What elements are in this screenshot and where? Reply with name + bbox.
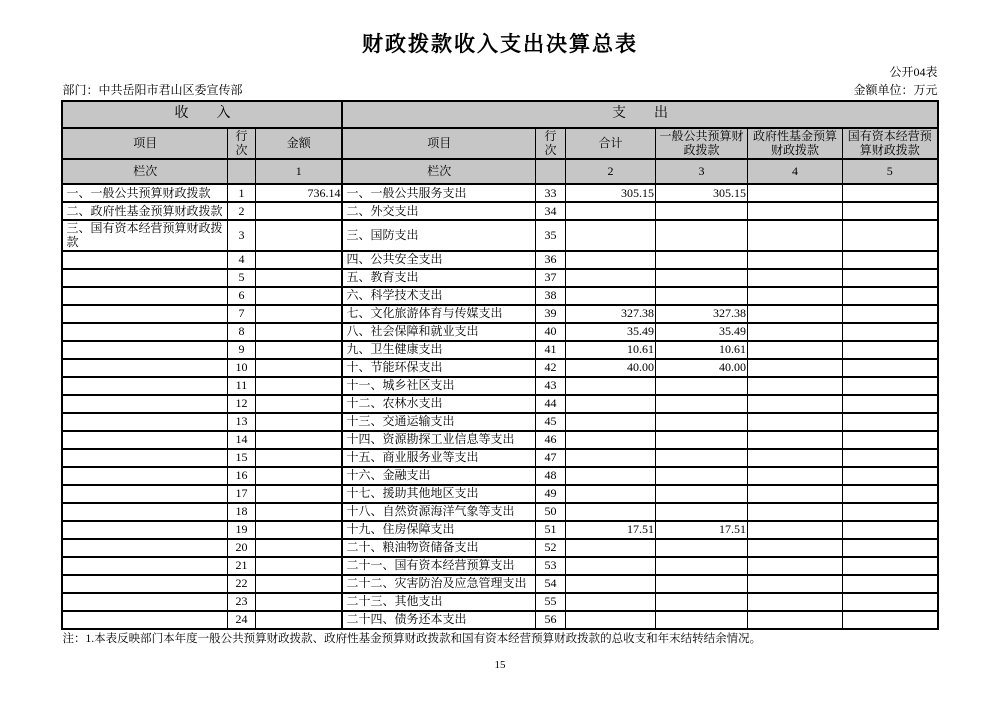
income-line-cell: 7 — [227, 305, 255, 323]
income-amount-cell — [255, 251, 342, 269]
exp-gov-fund-cell — [747, 377, 842, 395]
exp-general-budget-cell: 305.15 — [655, 184, 747, 202]
exp-general-budget-cell — [655, 485, 747, 503]
income-item-cell — [62, 287, 227, 305]
exp-state-capital-cell — [842, 575, 937, 593]
exp-state-capital-cell — [842, 305, 937, 323]
unit-label: 金额单位：万元 — [853, 83, 938, 97]
income-line-cell: 22 — [227, 575, 255, 593]
expenditure-section-header: 支 出 — [342, 101, 937, 128]
exp-state-capital-cell — [842, 431, 937, 449]
table-body — [62, 184, 937, 629]
exp-item-cell: 四、公共安全支出 — [342, 251, 535, 269]
table-row — [62, 611, 937, 629]
income-amount-cell — [255, 431, 342, 449]
table-row — [62, 251, 937, 269]
exp-line-cell: 45 — [535, 413, 565, 431]
exp-item-cell: 六、科学技术支出 — [342, 287, 535, 305]
income-amount-cell — [255, 341, 342, 359]
income-line-cell: 3 — [227, 220, 255, 251]
exp-general-budget-cell — [655, 220, 747, 251]
income-item-cell — [62, 395, 227, 413]
exp-state-capital-cell — [842, 413, 937, 431]
income-index-1: 1 — [255, 159, 342, 184]
income-amount-cell — [255, 503, 342, 521]
income-amount-cell — [255, 467, 342, 485]
exp-general-budget-cell — [655, 395, 747, 413]
exp-state-capital-header: 国有资本经营预算财政拨款 — [842, 128, 937, 159]
income-line-cell: 1 — [227, 184, 255, 202]
income-item-cell: 一、一般公共预算财政拨款 — [62, 184, 227, 202]
income-line-cell: 6 — [227, 287, 255, 305]
table-row — [62, 323, 937, 341]
income-amount-cell — [255, 611, 342, 629]
exp-state-capital-cell — [842, 449, 937, 467]
exp-state-capital-cell — [842, 202, 937, 220]
income-item-cell — [62, 359, 227, 377]
income-line-cell: 20 — [227, 539, 255, 557]
table-code-label: 公开04表 — [889, 65, 938, 79]
exp-total-cell — [565, 395, 655, 413]
income-item-cell — [62, 611, 227, 629]
exp-line-cell: 53 — [535, 557, 565, 575]
exp-state-capital-cell — [842, 557, 937, 575]
exp-general-budget-cell — [655, 557, 747, 575]
income-line-cell: 21 — [227, 557, 255, 575]
exp-item-cell: 二十二、灾害防治及应急管理支出 — [342, 575, 535, 593]
income-section-header: 收 入 — [62, 101, 342, 128]
income-line-cell: 15 — [227, 449, 255, 467]
exp-item-cell: 二十、粮油物资储备支出 — [342, 539, 535, 557]
exp-gov-fund-cell — [747, 467, 842, 485]
exp-line-cell: 44 — [535, 395, 565, 413]
income-item-cell — [62, 467, 227, 485]
exp-state-capital-cell — [842, 341, 937, 359]
exp-general-budget-cell — [655, 503, 747, 521]
income-index-label: 栏次 — [62, 159, 227, 184]
income-index-blank — [227, 159, 255, 184]
exp-general-budget-cell: 10.61 — [655, 341, 747, 359]
exp-gov-fund-cell — [747, 557, 842, 575]
income-line-cell: 19 — [227, 521, 255, 539]
fiscal-summary-table — [61, 100, 938, 630]
exp-general-budget-cell — [655, 431, 747, 449]
income-amount-cell: 736.14 — [255, 184, 342, 202]
table-row — [62, 395, 937, 413]
table-row — [62, 503, 937, 521]
exp-total-cell — [565, 377, 655, 395]
exp-line-cell: 35 — [535, 220, 565, 251]
exp-item-cell: 十三、交通运输支出 — [342, 413, 535, 431]
income-line-cell: 4 — [227, 251, 255, 269]
income-item-cell — [62, 575, 227, 593]
exp-total-cell — [565, 269, 655, 287]
income-item-cell — [62, 413, 227, 431]
income-line-cell: 14 — [227, 431, 255, 449]
exp-general-budget-cell — [655, 593, 747, 611]
income-line-cell: 10 — [227, 359, 255, 377]
exp-line-cell: 39 — [535, 305, 565, 323]
income-amount-cell — [255, 557, 342, 575]
exp-gov-fund-cell — [747, 251, 842, 269]
exp-item-cell: 九、卫生健康支出 — [342, 341, 535, 359]
exp-total-cell — [565, 251, 655, 269]
income-item-header: 项目 — [62, 128, 227, 159]
income-item-cell — [62, 521, 227, 539]
exp-line-cell: 38 — [535, 287, 565, 305]
exp-gov-fund-header: 政府性基金预算财政拨款 — [747, 128, 842, 159]
exp-index-label: 栏次 — [342, 159, 535, 184]
exp-gov-fund-cell — [747, 521, 842, 539]
exp-line-cell: 55 — [535, 593, 565, 611]
table-row — [62, 485, 937, 503]
exp-state-capital-cell — [842, 269, 937, 287]
exp-general-budget-cell — [655, 539, 747, 557]
exp-state-capital-cell — [842, 251, 937, 269]
department-label: 部门：中共岳阳市君山区委宣传部 — [62, 83, 243, 97]
exp-index-3: 3 — [655, 159, 747, 184]
exp-item-cell: 二十四、债务还本支出 — [342, 611, 535, 629]
exp-item-cell: 十、节能环保支出 — [342, 359, 535, 377]
exp-line-header: 行次 — [535, 128, 565, 159]
exp-state-capital-cell — [842, 287, 937, 305]
exp-item-cell: 十一、城乡社区支出 — [342, 377, 535, 395]
table-row — [62, 539, 937, 557]
income-amount-cell — [255, 287, 342, 305]
income-amount-cell — [255, 305, 342, 323]
exp-state-capital-cell — [842, 377, 937, 395]
income-line-cell: 24 — [227, 611, 255, 629]
exp-gov-fund-cell — [747, 449, 842, 467]
exp-line-cell: 49 — [535, 485, 565, 503]
exp-gov-fund-cell — [747, 395, 842, 413]
exp-gov-fund-cell — [747, 269, 842, 287]
exp-item-cell: 十七、援助其他地区支出 — [342, 485, 535, 503]
income-amount-cell — [255, 449, 342, 467]
exp-total-cell: 10.61 — [565, 341, 655, 359]
exp-gov-fund-cell — [747, 503, 842, 521]
exp-state-capital-cell — [842, 467, 937, 485]
table-row — [62, 305, 937, 323]
income-line-cell: 5 — [227, 269, 255, 287]
exp-general-budget-cell: 327.38 — [655, 305, 747, 323]
income-amount-cell — [255, 202, 342, 220]
income-amount-cell — [255, 593, 342, 611]
income-amount-cell — [255, 539, 342, 557]
exp-item-cell: 五、教育支出 — [342, 269, 535, 287]
income-line-cell: 16 — [227, 467, 255, 485]
exp-gov-fund-cell — [747, 287, 842, 305]
income-item-cell — [62, 251, 227, 269]
income-line-cell: 17 — [227, 485, 255, 503]
exp-item-cell: 十九、住房保障支出 — [342, 521, 535, 539]
income-item-cell — [62, 503, 227, 521]
income-amount-cell — [255, 575, 342, 593]
income-item-cell — [62, 539, 227, 557]
income-amount-cell — [255, 521, 342, 539]
exp-gov-fund-cell — [747, 305, 842, 323]
income-line-cell: 11 — [227, 377, 255, 395]
income-amount-header: 金额 — [255, 128, 342, 159]
exp-total-cell — [565, 593, 655, 611]
table-row — [62, 557, 937, 575]
income-amount-cell — [255, 485, 342, 503]
table-row — [62, 575, 937, 593]
exp-line-cell: 56 — [535, 611, 565, 629]
exp-item-cell: 八、社会保障和就业支出 — [342, 323, 535, 341]
exp-item-cell: 二、外交支出 — [342, 202, 535, 220]
exp-item-cell: 十四、资源勘探工业信息等支出 — [342, 431, 535, 449]
exp-line-cell: 54 — [535, 575, 565, 593]
exp-line-cell: 51 — [535, 521, 565, 539]
exp-gov-fund-cell — [747, 184, 842, 202]
exp-state-capital-cell — [842, 220, 937, 251]
income-item-cell — [62, 341, 227, 359]
exp-gov-fund-cell — [747, 431, 842, 449]
exp-gov-fund-cell — [747, 413, 842, 431]
table-row — [62, 521, 937, 539]
exp-gov-fund-cell — [747, 359, 842, 377]
exp-general-budget-cell — [655, 611, 747, 629]
exp-general-budget-header: 一般公共预算财政拨款 — [655, 128, 747, 159]
column-index-row — [62, 159, 937, 184]
table-row — [62, 287, 937, 305]
exp-line-cell: 34 — [535, 202, 565, 220]
table-row — [62, 377, 937, 395]
exp-line-cell: 50 — [535, 503, 565, 521]
income-amount-cell — [255, 269, 342, 287]
page-number: 15 — [494, 658, 506, 671]
meta-row — [63, 83, 938, 98]
table-row — [62, 269, 937, 287]
income-item-cell — [62, 593, 227, 611]
exp-general-budget-cell — [655, 269, 747, 287]
exp-line-cell: 37 — [535, 269, 565, 287]
exp-line-cell: 52 — [535, 539, 565, 557]
exp-index-5: 5 — [842, 159, 937, 184]
income-item-cell: 二、政府性基金预算财政拨款 — [62, 202, 227, 220]
exp-total-cell — [565, 431, 655, 449]
exp-line-cell: 33 — [535, 184, 565, 202]
exp-general-budget-cell — [655, 377, 747, 395]
exp-line-cell: 47 — [535, 449, 565, 467]
income-item-cell — [62, 323, 227, 341]
income-line-cell: 18 — [227, 503, 255, 521]
exp-gov-fund-cell — [747, 593, 842, 611]
exp-item-cell: 三、国防支出 — [342, 220, 535, 251]
exp-general-budget-cell — [655, 449, 747, 467]
income-line-cell: 13 — [227, 413, 255, 431]
exp-item-cell: 七、文化旅游体育与传媒支出 — [342, 305, 535, 323]
exp-general-budget-cell — [655, 413, 747, 431]
income-item-cell: 三、国有资本经营预算财政拨款 — [62, 220, 227, 251]
exp-item-cell: 十五、商业服务业等支出 — [342, 449, 535, 467]
exp-total-cell — [565, 449, 655, 467]
exp-general-budget-cell: 17.51 — [655, 521, 747, 539]
exp-line-cell: 48 — [535, 467, 565, 485]
exp-state-capital-cell — [842, 395, 937, 413]
exp-item-cell: 十六、金融支出 — [342, 467, 535, 485]
exp-line-cell: 41 — [535, 341, 565, 359]
income-item-cell — [62, 449, 227, 467]
column-header-row — [62, 128, 937, 159]
income-item-cell — [62, 431, 227, 449]
income-item-cell — [62, 305, 227, 323]
table-row — [62, 184, 937, 202]
exp-total-cell — [565, 503, 655, 521]
exp-total-cell — [565, 485, 655, 503]
exp-state-capital-cell — [842, 359, 937, 377]
exp-gov-fund-cell — [747, 220, 842, 251]
table-row — [62, 431, 937, 449]
exp-item-cell: 二十三、其他支出 — [342, 593, 535, 611]
table-row — [62, 220, 937, 251]
exp-item-cell: 十二、农林水支出 — [342, 395, 535, 413]
exp-state-capital-cell — [842, 485, 937, 503]
income-line-cell: 23 — [227, 593, 255, 611]
income-item-cell — [62, 557, 227, 575]
table-row — [62, 202, 937, 220]
exp-state-capital-cell — [842, 521, 937, 539]
exp-total-cell: 327.38 — [565, 305, 655, 323]
table-row — [62, 359, 937, 377]
exp-gov-fund-cell — [747, 323, 842, 341]
exp-total-cell: 35.49 — [565, 323, 655, 341]
exp-total-cell — [565, 287, 655, 305]
exp-total-cell — [565, 202, 655, 220]
income-amount-cell — [255, 413, 342, 431]
exp-general-budget-cell — [655, 575, 747, 593]
exp-line-cell: 43 — [535, 377, 565, 395]
exp-item-cell: 二十一、国有资本经营预算支出 — [342, 557, 535, 575]
exp-general-budget-cell — [655, 287, 747, 305]
exp-gov-fund-cell — [747, 341, 842, 359]
exp-index-4: 4 — [747, 159, 842, 184]
exp-line-cell: 40 — [535, 323, 565, 341]
income-amount-cell — [255, 395, 342, 413]
exp-total-cell — [565, 467, 655, 485]
exp-total-cell: 305.15 — [565, 184, 655, 202]
table-row — [62, 413, 937, 431]
exp-index-blank — [535, 159, 565, 184]
exp-line-cell: 36 — [535, 251, 565, 269]
page-title: 财政拨款收入支出决算总表 — [362, 32, 638, 56]
exp-general-budget-cell: 35.49 — [655, 323, 747, 341]
exp-item-cell: 一、一般公共服务支出 — [342, 184, 535, 202]
exp-total-cell: 40.00 — [565, 359, 655, 377]
exp-state-capital-cell — [842, 539, 937, 557]
exp-general-budget-cell — [655, 467, 747, 485]
income-item-cell — [62, 485, 227, 503]
table-row — [62, 593, 937, 611]
table-row — [62, 341, 937, 359]
exp-general-budget-cell — [655, 251, 747, 269]
income-amount-cell — [255, 323, 342, 341]
table-row — [62, 449, 937, 467]
exp-general-budget-cell — [655, 202, 747, 220]
income-line-cell: 2 — [227, 202, 255, 220]
exp-gov-fund-cell — [747, 575, 842, 593]
footnote: 注：1.本表反映部门本年度一般公共预算财政拨款、政府性基金预算财政拨款和国有资本经营预算财政拨款的总收支和年末结转结余情况。 — [62, 632, 762, 645]
exp-total-cell — [565, 539, 655, 557]
exp-gov-fund-cell — [747, 485, 842, 503]
exp-item-cell: 十八、自然资源海洋气象等支出 — [342, 503, 535, 521]
exp-total-cell — [565, 575, 655, 593]
exp-gov-fund-cell — [747, 611, 842, 629]
table-row — [62, 467, 937, 485]
exp-general-budget-cell: 40.00 — [655, 359, 747, 377]
exp-gov-fund-cell — [747, 539, 842, 557]
income-line-cell: 12 — [227, 395, 255, 413]
income-line-header: 行次 — [227, 128, 255, 159]
section-header-row — [62, 101, 937, 128]
income-line-cell: 8 — [227, 323, 255, 341]
exp-state-capital-cell — [842, 611, 937, 629]
exp-total-cell — [565, 413, 655, 431]
exp-index-2: 2 — [565, 159, 655, 184]
exp-state-capital-cell — [842, 323, 937, 341]
exp-state-capital-cell — [842, 184, 937, 202]
exp-total-header: 合计 — [565, 128, 655, 159]
income-amount-cell — [255, 220, 342, 251]
income-amount-cell — [255, 359, 342, 377]
exp-line-cell: 46 — [535, 431, 565, 449]
exp-item-header: 项目 — [342, 128, 535, 159]
exp-total-cell — [565, 557, 655, 575]
exp-line-cell: 42 — [535, 359, 565, 377]
income-line-cell: 9 — [227, 341, 255, 359]
exp-gov-fund-cell — [747, 202, 842, 220]
exp-total-cell — [565, 220, 655, 251]
exp-total-cell — [565, 611, 655, 629]
exp-total-cell: 17.51 — [565, 521, 655, 539]
income-item-cell — [62, 269, 227, 287]
exp-state-capital-cell — [842, 503, 937, 521]
income-amount-cell — [255, 377, 342, 395]
income-item-cell — [62, 377, 227, 395]
exp-state-capital-cell — [842, 593, 937, 611]
